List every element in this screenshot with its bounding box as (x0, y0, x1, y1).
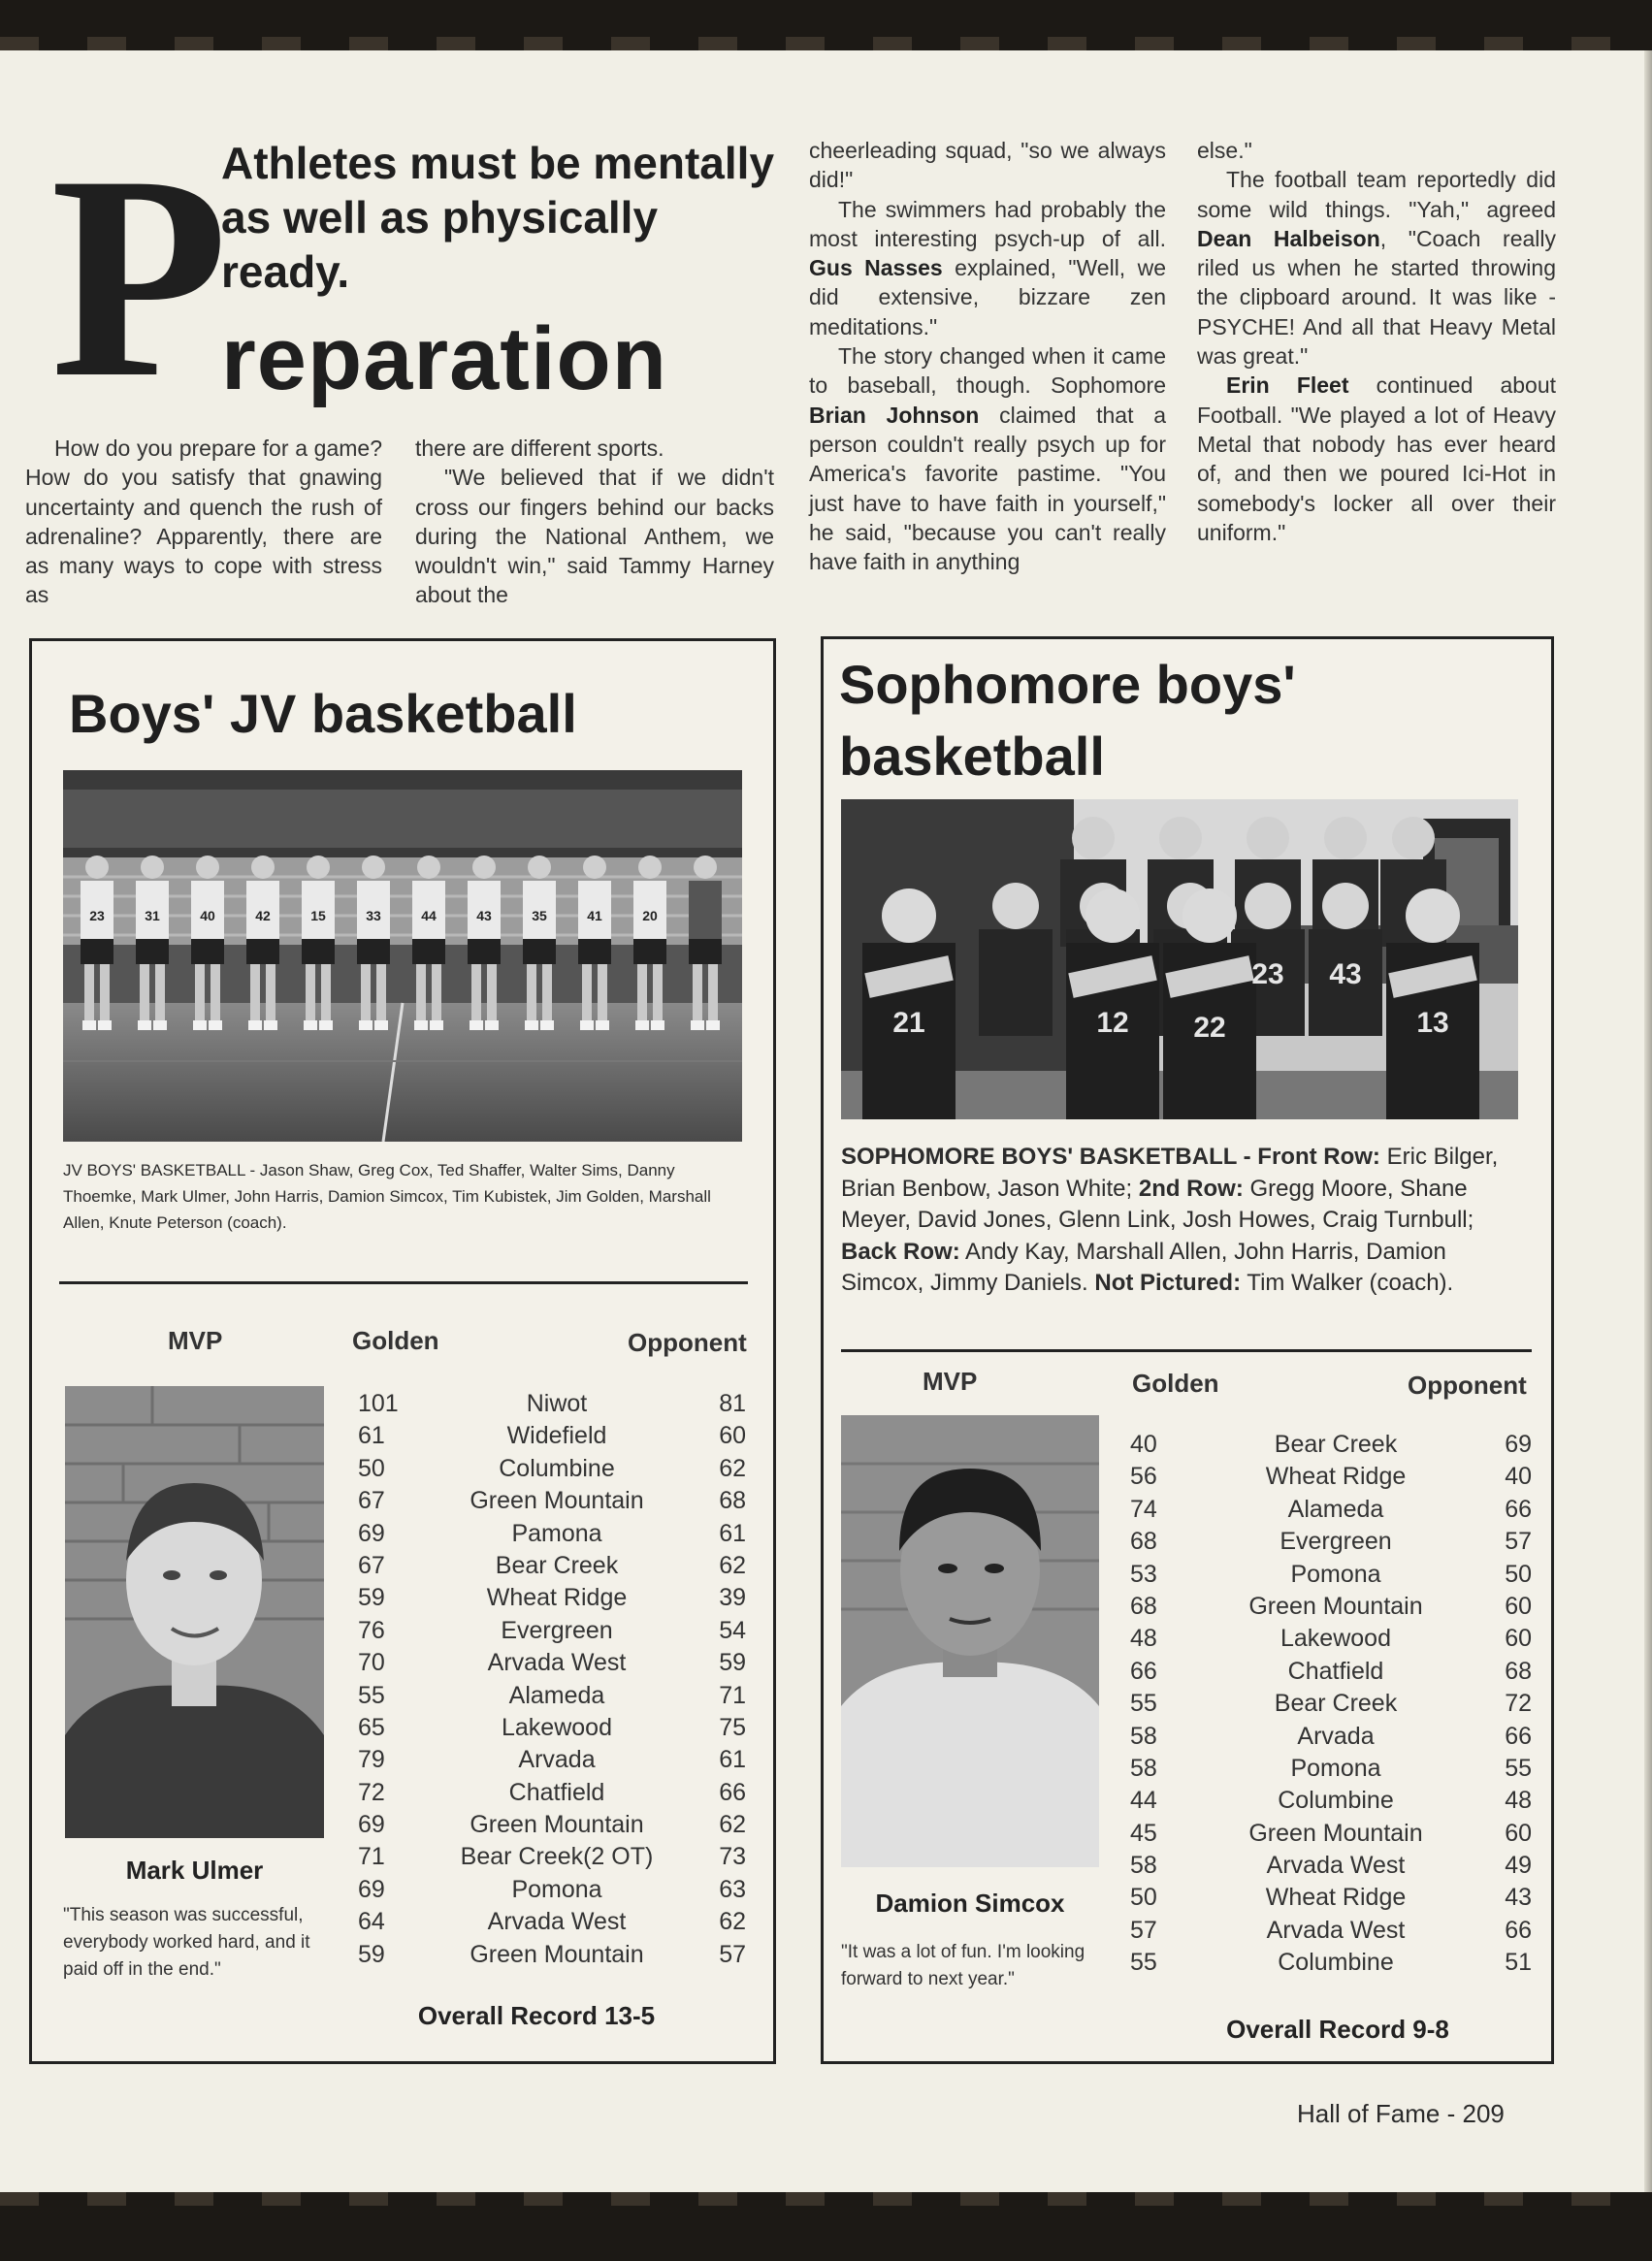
article-paragraph: Erin Fleet continued about Football. "We played a lot of Heavy Metal that nobody has ever heard of, and then we poured Ici-Hot in somebody's locker all over their uniform." (1197, 372, 1557, 545)
sophomore-game-row (1130, 1947, 1532, 1979)
opponent-score: 63 (719, 1875, 746, 1903)
jv-game-row (358, 1388, 746, 1420)
opponent-score: 48 (1505, 1787, 1532, 1815)
jv-mvp-portrait (65, 1386, 324, 1838)
opponent-score: 62 (719, 1908, 746, 1936)
bottom-border-band (0, 2192, 1652, 2261)
opponent-team: Columbine (499, 1454, 615, 1482)
sophomore-game-row (1130, 1818, 1532, 1850)
page-edge (1644, 50, 1652, 2192)
golden-score: 67 (358, 1551, 385, 1579)
opponent-team: Chatfield (1287, 1657, 1384, 1685)
opponent-score: 57 (1505, 1528, 1532, 1556)
opponent-score: 51 (1505, 1949, 1532, 1977)
golden-score: 67 (358, 1487, 385, 1515)
sophomore-photo-caption: SOPHOMORE BOYS' BASKETBALL - Front Row: Eric Bilger, Brian Benbow, Jason White; 2nd Row: Gregg Moore, Shane Meyer, David Jones, Glenn Link, Josh Howes, Craig Turnbull; Back Row: Andy Kay, Marshall Allen, John Harris, Damion Simcox, Jimmy Daniels. Not Pictured: Tim Walker (coach). (841, 1144, 1499, 1296)
opponent-team: Columbine (1278, 1949, 1394, 1977)
golden-score: 59 (358, 1584, 385, 1612)
opponent-score: 57 (719, 1940, 746, 1968)
sophomore-mvp-quote: "It was a lot of fun. I'm looking forward to next year." (841, 1942, 1085, 1989)
jv-game-row (358, 1420, 746, 1452)
jv-photo-caption: JV BOYS' BASKETBALL - Jason Shaw, Greg Cox, Ted Shaffer, Walter Sims, Danny Thoemke, Mark Ulmer, John Harris, Damion Simcox, Tim Kubistek, Jim Golden, Marshall Allen, Knute Peterson (coach). (63, 1161, 711, 1232)
jv-game-row (358, 1518, 746, 1550)
page-footer: Hall of Fame - 209 (1297, 2099, 1505, 2128)
golden-score: 59 (358, 1940, 385, 1968)
golden-score: 50 (1130, 1884, 1157, 1912)
jv-jersey-number: 41 (587, 908, 602, 923)
jv-jersey-number: 33 (366, 908, 381, 923)
sophomore-mvp-portrait (841, 1415, 1099, 1867)
opponent-score: 62 (719, 1811, 746, 1839)
golden-score: 68 (1130, 1528, 1157, 1556)
sophomore-game-row (1130, 1656, 1532, 1688)
drop-cap-letter: P (50, 115, 229, 437)
jv-game-row (358, 1809, 746, 1841)
opponent-team: Lakewood (1280, 1625, 1391, 1653)
opponent-score: 50 (1505, 1560, 1532, 1588)
opponent-team: Bear Creek (495, 1551, 619, 1579)
opponent-score: 68 (1505, 1657, 1532, 1685)
opponent-team: Arvada West (487, 1908, 627, 1936)
headline-subtitle: Athletes must be mentally as well as physically ready. (221, 138, 775, 297)
article-paragraph: there are different sports. (415, 436, 664, 461)
opponent-score: 39 (719, 1584, 746, 1612)
opponent-score: 75 (719, 1713, 746, 1741)
jv-game-row (358, 1453, 746, 1485)
golden-score: 69 (358, 1875, 385, 1903)
jv-jersey-number: 42 (255, 908, 271, 923)
jv-game-row (358, 1680, 746, 1712)
opponent-team: Niwot (526, 1390, 588, 1417)
sophomore-mvp-name: Damion Simcox (875, 1889, 1065, 1918)
jv-game-row (358, 1712, 746, 1744)
opponent-team: Pomona (1290, 1754, 1381, 1782)
jv-game-row (358, 1874, 746, 1906)
golden-score: 61 (358, 1422, 385, 1450)
opponent-score: 55 (1505, 1754, 1532, 1782)
jv-divider (59, 1281, 748, 1284)
jv-jersey-number: 35 (532, 908, 547, 923)
opponent-team: Green Mountain (1248, 1819, 1423, 1847)
golden-score: 58 (1130, 1754, 1157, 1782)
opponent-score: 81 (719, 1390, 746, 1417)
golden-score: 40 (1130, 1431, 1157, 1458)
sophomore-game-row (1130, 1753, 1532, 1785)
opponent-team: Arvada West (487, 1649, 627, 1677)
opponent-team: Lakewood (502, 1713, 612, 1741)
sophomore-game-row (1130, 1494, 1532, 1526)
opponent-score: 60 (1505, 1625, 1532, 1653)
opponent-team: Alameda (508, 1681, 605, 1709)
golden-score: 57 (1130, 1916, 1157, 1944)
opponent-team: Green Mountain (1248, 1592, 1423, 1620)
jv-game-row (358, 1647, 746, 1679)
article-column-3 (809, 136, 1166, 576)
sophomore-game-row (1130, 1623, 1532, 1655)
opponent-score: 69 (1505, 1431, 1532, 1458)
opponent-team: Widefield (506, 1422, 607, 1450)
article-column-1 (25, 434, 382, 610)
opponent-team: Green Mountain (470, 1487, 644, 1515)
opponent-score: 71 (719, 1681, 746, 1709)
opponent-team: Chatfield (508, 1778, 605, 1806)
sophomore-game-row (1130, 1721, 1532, 1753)
sophomore-game-row (1130, 1526, 1532, 1558)
opponent-score: 73 (719, 1843, 746, 1871)
golden-score: 70 (358, 1649, 385, 1677)
opponent-team: Bear Creek (1274, 1431, 1398, 1458)
golden-score: 56 (1130, 1463, 1157, 1491)
sophomore-game-row (1130, 1559, 1532, 1591)
jv-game-row (358, 1615, 746, 1647)
opponent-score: 60 (1505, 1819, 1532, 1847)
jv-game-row (358, 1906, 746, 1938)
golden-score: 69 (358, 1519, 385, 1547)
quoted-name: Dean Halbeison (1197, 225, 1380, 251)
opponent-team: Pamona (511, 1519, 602, 1547)
opponent-score: 62 (719, 1551, 746, 1579)
article-column-4 (1197, 136, 1556, 547)
sophomore-game-row (1130, 1882, 1532, 1914)
opponent-team: Arvada West (1266, 1852, 1406, 1880)
jv-jersey-number: 40 (200, 908, 215, 923)
golden-score: 71 (358, 1843, 385, 1871)
opponent-team: Arvada (1297, 1722, 1375, 1750)
golden-score: 58 (1130, 1722, 1157, 1750)
article-paragraph: "We believed that if we didn't cross our fingers behind our backs during the National Anthem, we wouldn't win," said Tammy Harney about the (415, 465, 774, 608)
jv-jersey-number: 15 (310, 908, 326, 923)
opponent-score: 61 (719, 1519, 746, 1547)
opponent-team: Bear Creek(2 OT) (460, 1843, 654, 1871)
opponent-team: Alameda (1287, 1495, 1384, 1523)
golden-score: 50 (358, 1454, 385, 1482)
opponent-score: 54 (719, 1616, 746, 1644)
opponent-score: 68 (719, 1487, 746, 1515)
sophomore-game-row (1130, 1785, 1532, 1817)
opponent-score: 66 (1505, 1722, 1532, 1750)
jv-game-row (358, 1939, 746, 1971)
jv-opponent-header: Opponent (628, 1328, 747, 1357)
jv-overall-record: Overall Record 13-5 (417, 2001, 656, 2030)
sophomore-jersey-number: 12 (1096, 1007, 1129, 1039)
opponent-team: Evergreen (1279, 1528, 1392, 1556)
jv-mvp-name: Mark Ulmer (125, 1856, 264, 1885)
jv-game-row (358, 1841, 746, 1873)
opponent-score: 66 (1505, 1916, 1532, 1944)
jv-basketball-box (29, 638, 776, 2064)
jv-game-row (358, 1582, 746, 1614)
jv-mvp-header: MVP (168, 1326, 223, 1355)
jv-game-row (358, 1550, 746, 1582)
opponent-score: 66 (1505, 1495, 1532, 1523)
sophomore-game-row (1130, 1688, 1532, 1720)
article-paragraph: cheerleading squad, "so we always did!" (809, 138, 1166, 193)
golden-score: 64 (358, 1908, 385, 1936)
sophomore-game-row (1130, 1591, 1532, 1623)
jv-jersey-number: 23 (89, 908, 105, 923)
golden-score: 55 (1130, 1690, 1157, 1718)
golden-score: 58 (1130, 1852, 1157, 1880)
article-paragraph: The swimmers had probably the most interesting psych-up of all. Gus Nasses explained, "Well, we did extensive, bizzare zen meditations." (809, 196, 1166, 339)
jv-game-row (358, 1777, 746, 1809)
golden-score: 72 (358, 1778, 385, 1806)
opponent-team: Wheat Ridge (1265, 1884, 1407, 1912)
golden-score: 68 (1130, 1592, 1157, 1620)
sophomore-jersey-number: 43 (1329, 958, 1362, 990)
jv-golden-header: Golden (352, 1326, 439, 1355)
sophomore-jersey-number: 23 (1251, 958, 1284, 990)
opponent-score: 49 (1505, 1852, 1532, 1880)
opponent-team: Green Mountain (470, 1811, 644, 1839)
golden-score: 55 (1130, 1949, 1157, 1977)
headline-title: reparation (221, 309, 667, 408)
golden-score: 101 (358, 1390, 399, 1417)
golden-score: 65 (358, 1713, 385, 1741)
sophomore-opponent-header: Opponent (1408, 1371, 1527, 1400)
sophomore-mvp-header: MVP (923, 1367, 978, 1396)
golden-score: 53 (1130, 1560, 1157, 1588)
jv-jersey-number: 43 (476, 908, 492, 923)
article-paragraph: else." (1197, 138, 1252, 163)
opponent-team: Columbine (1278, 1787, 1394, 1815)
golden-score: 44 (1130, 1787, 1157, 1815)
golden-score: 48 (1130, 1625, 1157, 1653)
jv-game-row (358, 1485, 746, 1517)
jv-mvp-quote: "This season was successful, everybody worked hard, and it paid off in the end." (63, 1905, 310, 1980)
sophomore-schedule (1130, 1429, 1532, 1980)
quoted-name: Erin Fleet (1226, 372, 1349, 399)
opponent-score: 43 (1505, 1884, 1532, 1912)
opponent-team: Green Mountain (470, 1940, 644, 1968)
sophomore-jersey-number: 22 (1193, 1012, 1226, 1044)
golden-score: 69 (358, 1811, 385, 1839)
sophomore-team-photo (841, 799, 1518, 1119)
opponent-score: 72 (1505, 1690, 1532, 1718)
top-border-band (0, 0, 1652, 50)
opponent-score: 40 (1505, 1463, 1532, 1491)
jv-team-photo (63, 770, 742, 1142)
article-paragraph: The story changed when it came to baseball, though. Sophomore Brian Johnson claimed that a person couldn't really psych up for America's favorite pastime. "You just have to have faith in yourself," he said, "because you can't really have faith in anything (809, 343, 1166, 575)
sophomore-game-row (1130, 1461, 1532, 1493)
sophomore-game-row (1130, 1429, 1532, 1461)
opponent-score: 66 (719, 1778, 746, 1806)
jv-jersey-number: 31 (145, 908, 160, 923)
jv-title: Boys' JV basketball (69, 683, 577, 744)
article-paragraph: How do you prepare for a game? How do you satisfy that gnawing uncertainty and quench the rush of adrenaline? Apparently, there are as many ways to cope with stress as (25, 436, 382, 608)
article-column-2 (415, 434, 774, 610)
sophomore-game-row (1130, 1915, 1532, 1947)
sophomore-basketball-box (821, 636, 1554, 2064)
jv-jersey-number: 20 (642, 908, 658, 923)
sophomore-jersey-number: 13 (1416, 1007, 1449, 1039)
jv-schedule (358, 1388, 746, 1971)
sophomore-overall-record: Overall Record 9-8 (1226, 2015, 1449, 2044)
opponent-team: Evergreen (501, 1616, 613, 1644)
sophomore-golden-header: Golden (1132, 1369, 1219, 1398)
golden-score: 74 (1130, 1495, 1157, 1523)
sophomore-divider (841, 1349, 1532, 1352)
opponent-team: Arvada (518, 1746, 596, 1774)
opponent-score: 62 (719, 1454, 746, 1482)
opponent-score: 60 (719, 1422, 746, 1450)
jv-jersey-number: 44 (421, 908, 437, 923)
opponent-team: Bear Creek (1274, 1690, 1398, 1718)
jv-game-row (358, 1744, 746, 1776)
sophomore-game-row (1130, 1850, 1532, 1882)
opponent-team: Arvada West (1266, 1916, 1406, 1944)
quoted-name: Gus Nasses (809, 255, 943, 281)
opponent-team: Wheat Ridge (486, 1584, 628, 1612)
opponent-score: 60 (1505, 1592, 1532, 1620)
golden-score: 79 (358, 1746, 385, 1774)
quoted-name: Brian Johnson (809, 402, 980, 428)
golden-score: 55 (358, 1681, 385, 1709)
article-paragraph: The football team reportedly did some wild things. "Yah," agreed Dean Halbeison, "Coach really riled us when he started throwing the clipboard around. It was like - PSYCHE! And all that Heavy Metal was great." (1197, 167, 1557, 370)
golden-score: 76 (358, 1616, 385, 1644)
opponent-score: 61 (719, 1746, 746, 1774)
sophomore-jersey-number: 21 (892, 1007, 925, 1039)
opponent-team: Pomona (1290, 1560, 1381, 1588)
opponent-team: Wheat Ridge (1265, 1463, 1407, 1491)
opponent-team: Pomona (511, 1875, 602, 1903)
golden-score: 66 (1130, 1657, 1157, 1685)
opponent-score: 59 (719, 1649, 746, 1677)
golden-score: 45 (1130, 1819, 1157, 1847)
sophomore-title: Sophomore boys' basketball (839, 654, 1296, 787)
